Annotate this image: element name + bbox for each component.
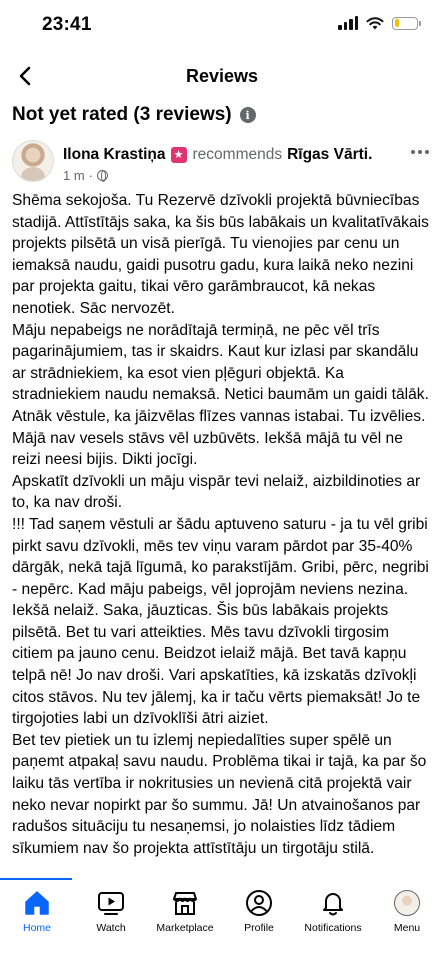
tab-notifications[interactable] xyxy=(296,888,370,934)
battery-level xyxy=(395,19,399,27)
tab-label: Notifications xyxy=(304,922,362,934)
nav-header xyxy=(0,52,444,100)
home-icon xyxy=(23,889,51,917)
review-paragraph: Apskatīt dzīvokli un māju vispār tevi nelaiž, aizbildinoties ar to, ka nav droši. xyxy=(12,472,421,512)
watch-icon xyxy=(97,890,125,916)
status-bar xyxy=(0,0,444,50)
review-header xyxy=(12,140,432,184)
dot-icon xyxy=(425,150,429,154)
rating-summary xyxy=(12,104,256,126)
more-options-button[interactable] xyxy=(408,142,432,162)
review-paragraph: !!! Tad saņem vēstuli ar šādu aptuveno saturu - ja tu vēl gribi pirkt savu dzīvokli, mēs tev viņu varam pārdot par 35-40% dārgāk, nekā tajā līgumā, ko parakstījām. Gribi, pērc, negribi - nepērc. Kad māju pabeigs, vēl joprojām neviens nezina. Iekšā nelaiž. Saka, jāuzticas. Šis būs labākais projekts pilsētā. Bet tu vari atteikties. Mēs tavu dzīvokli tirgosim citiem pa jauno cenu. Beidzot ielaiž mājā. Bet tavā kapņu telpā nē! Jo nav droši. Vari apskatīties, kā izskatās dzīvokļi citos stāvos. Nu tev jālemj, ka ir taču vērts piemaksāt! Jo te tirgojoties labi un dzīvoklīši ātri aiziet. xyxy=(12,515,429,728)
profile-icon xyxy=(245,889,273,917)
tab-home[interactable] xyxy=(0,888,74,934)
tab-label: Profile xyxy=(244,922,274,934)
cellular-signal-icon xyxy=(338,16,358,30)
bell-icon xyxy=(319,889,347,917)
review-paragraph: Māju nepabeigs ne norādītajā termiņā, ne pēc vēl trīs pagarinājumiem, tas ir skaidrs. Kaut kur izlasi par skandālu ar strādniekiem, ka esot vien pļēguri objektā. Ka stradniekiem naudu nemaksā. Netici baumām un gaidi tālāk. xyxy=(12,321,429,404)
review-paragraph: Shēma sekojoša. Tu Rezervē dzīvokli projektā būvniecības stadijā. Attīstītājs saka, ka šis būs labākais un kvalitatīvākais projekts pilsētā un visā pierīgā. Tu vienojies par cenu un iemaksā naudu, gaidi pusotru gadu, kura laikā neko nezini par projekta gaitu, tikai vēro garāmbraucot, kā nekas nenotiek. Sāc nervozēt. xyxy=(12,192,429,317)
tab-label: Marketplace xyxy=(156,922,214,934)
tab-profile[interactable] xyxy=(222,888,296,934)
tab-menu[interactable] xyxy=(370,888,444,934)
page-title: Reviews xyxy=(185,66,259,86)
tab-label: Menu xyxy=(393,922,421,934)
reviewer-avatar[interactable] xyxy=(12,140,54,182)
battery-icon xyxy=(392,17,418,30)
dot-icon xyxy=(418,150,422,154)
status-time: 23:41 xyxy=(42,14,92,35)
info-icon[interactable]: i xyxy=(240,107,256,123)
marketplace-icon xyxy=(171,889,199,917)
business-name[interactable]: Rīgas Vārti. xyxy=(287,146,373,163)
review-time[interactable]: 1 m xyxy=(63,168,85,183)
recommends-text: recommends xyxy=(192,146,283,163)
meta-separator: · xyxy=(88,168,94,183)
tab-watch[interactable] xyxy=(74,888,148,934)
status-icons xyxy=(338,16,418,30)
review-paragraph: Atnāk vēstule, ka jāizvēlas flīzes vannas istabai. Tu izvēlies. Mājā nav vesels stāvs vēl uzbūvēts. Iekšā mājā tu vēl ne reizi neesi bijis. Dikti jocīgi. xyxy=(12,407,426,469)
review-text xyxy=(12,190,432,859)
globe-icon xyxy=(97,170,108,181)
reviewer-line xyxy=(63,146,372,164)
review-meta xyxy=(63,168,108,183)
menu-avatar-icon xyxy=(394,890,420,916)
active-tab-indicator xyxy=(0,878,72,880)
rating-heading: Not yet rated (3 reviews) xyxy=(12,104,232,125)
tab-label: Home xyxy=(22,922,51,934)
recommend-badge-icon: ★ xyxy=(171,147,187,163)
tab-marketplace[interactable] xyxy=(148,888,222,934)
reviewer-name[interactable]: Ilona Krastiņa xyxy=(63,146,166,163)
wifi-icon xyxy=(366,16,384,30)
review-paragraph: Bet tev pietiek un tu izlemj nepiedalīties super spēlē un paņemt atpakaļ savu naudu. Problēma tikai ir tajā, ka par šo laiku tās vertība ir nokritusies un nevienā citā projektā vair neko nevar nopirkt par šo summu. Jā! Un atvainošanos par radušos situāciju tu nesaņemsi, jo nolaisties līdz tādiem sīkumiem nav šo projekta attīstītāju un tirgotāju stilā. xyxy=(12,731,427,857)
dot-icon xyxy=(411,150,415,154)
tab-label: Watch xyxy=(96,922,126,934)
bottom-tab-bar xyxy=(0,878,444,960)
